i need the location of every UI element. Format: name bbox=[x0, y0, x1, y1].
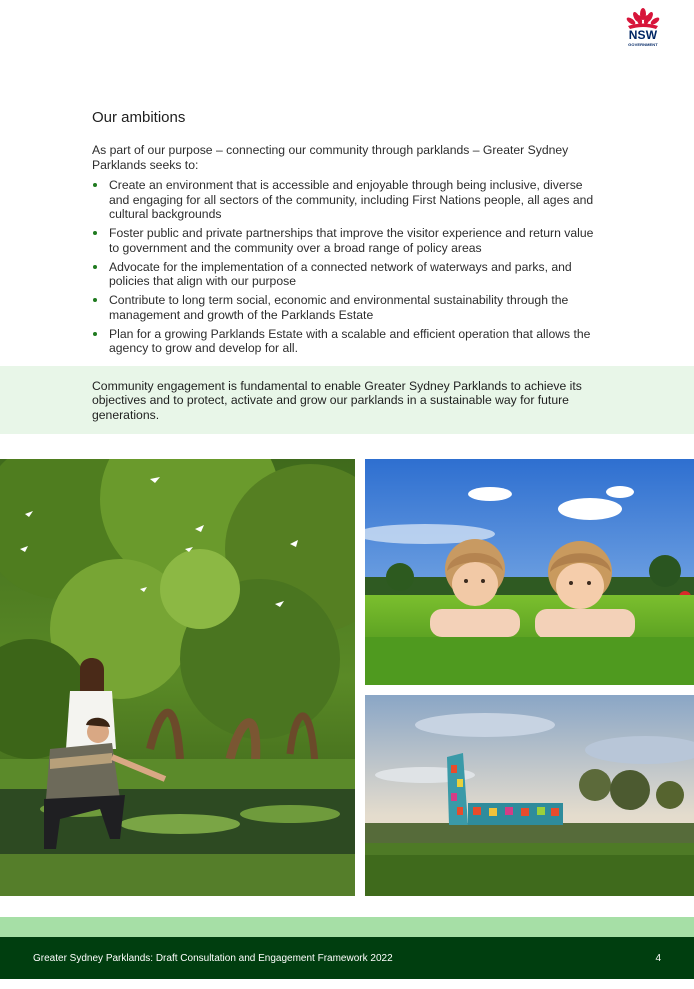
list-item-text: Contribute to long term social, economic and environmental sustainability through the management and growth of the Parklands Estate bbox=[109, 293, 569, 322]
logo-subtext: GOVERNMENT bbox=[628, 42, 658, 47]
bullet-dot-icon bbox=[93, 231, 97, 235]
list-item-text: Advocate for the implementation of a connected network of waterways and parks, and policies that align with our purpose bbox=[109, 259, 572, 289]
list-item bbox=[92, 293, 597, 322]
photo-play-tower bbox=[365, 695, 694, 896]
waratah-icon bbox=[620, 8, 666, 30]
ambitions-list bbox=[92, 178, 597, 360]
photo-couple-by-pond bbox=[0, 459, 355, 896]
list-item bbox=[92, 226, 597, 255]
list-item bbox=[92, 260, 597, 289]
page-number: 4 bbox=[655, 953, 661, 964]
intro-paragraph: As part of our purpose – connecting our community through parklands – Greater Sydney Parklands seeks to: bbox=[92, 143, 569, 172]
list-item bbox=[92, 327, 597, 356]
logo-wordmark: NSW bbox=[628, 28, 658, 42]
list-item-text: Create an environment that is accessible and enjoyable through being inclusive, diverse and engaging for all sectors of the community, including First Nations people, all ages and cultural backgrounds bbox=[109, 178, 594, 221]
list-item bbox=[92, 178, 597, 222]
page-footer bbox=[0, 937, 694, 979]
list-item-text: Plan for a growing Parklands Estate with a scalable and efficient operation that allows the agency to grow and develop for all. bbox=[109, 326, 591, 356]
list-item-text: Foster public and private partnerships that improve the visitor experience and return value to government and the community over a broad range of policy areas bbox=[109, 226, 594, 255]
footer-title: Greater Sydney Parklands: Draft Consultation and Engagement Framework 2022 bbox=[33, 953, 393, 964]
bullet-dot-icon bbox=[93, 265, 97, 269]
callout-box bbox=[0, 366, 694, 434]
bullet-dot-icon bbox=[93, 332, 97, 336]
footer-accent-band bbox=[0, 917, 694, 937]
section-heading: Our ambitions bbox=[92, 109, 186, 126]
callout-text: Community engagement is fundamental to enable Greater Sydney Parklands to achieve its objectives and to protect, activate and grow our parklands in a sustainable way for future generations. bbox=[92, 379, 582, 422]
photo-children-in-grass bbox=[365, 459, 694, 685]
nsw-government-logo bbox=[620, 8, 666, 52]
bullet-dot-icon bbox=[93, 298, 97, 302]
bullet-dot-icon bbox=[93, 183, 97, 187]
